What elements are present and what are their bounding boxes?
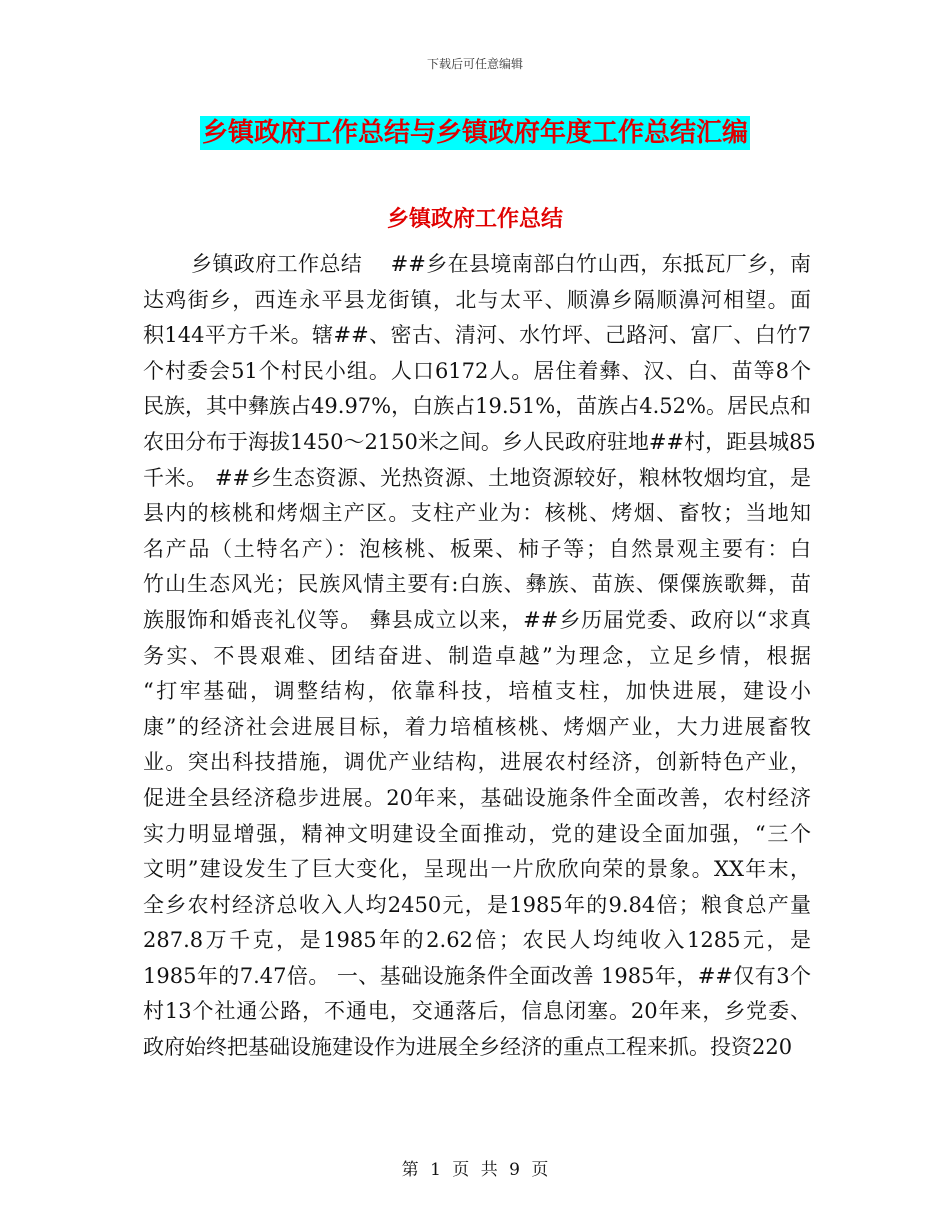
body-line: 积144平方千米。辖##、密古、清河、水竹坪、己路河、富厂、白竹7: [143, 323, 811, 348]
header-note: 下载后可任意编辑: [426, 57, 523, 71]
body-line: 乡镇政府工作总结 ##乡在县境南部白竹山西，东抵瓦厂乡，南: [191, 252, 811, 276]
body-line: 千米。 ##乡生态资源、光热资源、土地资源较好，粮林牧烟均宜，是: [143, 465, 811, 490]
body-line: “打牢基础，调整结构，依靠科技，培植支柱，加快进展，建设小: [143, 679, 811, 704]
section-title: 乡镇政府工作总结: [386, 207, 563, 232]
body-line: 名产品（土特名产）：泡核桃、板栗、柿子等；自然景观主要有：白: [143, 536, 811, 561]
body-line: 县内的核桃和烤烟主产区。支柱产业为：核桃、烤烟、畜牧；当地知: [143, 501, 811, 526]
body-line: 农田分布于海拔1450～2150米之间。乡人民政府驻地##村，距县城85: [143, 429, 816, 454]
body-line: 达鸡街乡，西连永平县龙街镇，北与太平、顺濞乡隔顺濞河相望。面: [143, 287, 811, 312]
body-line: 竹山生态风光；民族风情主要有:白族、彝族、苗族、傈僳族歌舞，苗: [143, 572, 811, 597]
main-title-text: 乡镇政府工作总结与乡镇政府年度工作总结汇编: [201, 118, 748, 148]
body-line: 业。突出科技措施，调优产业结构，进展农村经济，创新特色产业，: [143, 750, 811, 775]
body-line: 实力明显增强，精神文明建设全面推动，党的建设全面加强，“三个: [143, 821, 811, 846]
body-line: 村13个社通公路，不通电，交通落后，信息闭塞。20年来，乡党委、: [143, 999, 811, 1024]
body-line: 个村委会51个村民小组。人口6172人。居住着彝、汉、白、苗等8个: [143, 358, 811, 383]
page-footer: 第 1 页 共 9 页: [401, 1160, 549, 1180]
body-line: 287.8万千克，是1985年的2.62倍；农民人均纯收入1285元，是: [143, 928, 811, 953]
body-line: 康”的经济社会进展目标，着力培植核桃、烤烟产业，大力进展畜牧: [143, 714, 811, 739]
body-line: 民族，其中彝族占49.97%，白族占19.51%，苗族占4.52%。居民点和: [143, 394, 811, 419]
main-title: [0, 112, 950, 149]
body-line: 务实、不畏艰难、团结奋进、制造卓越”为理念，立足乡情，根据: [143, 643, 811, 668]
body-line: 族服饰和婚丧礼仪等。 彝县成立以来，##乡历届党委、政府以“求真: [143, 607, 811, 632]
body-paragraph: [143, 247, 816, 1066]
body-line: 文明”建设发生了巨大变化，呈现出一片欣欣向荣的景象。XX年末，: [143, 857, 811, 882]
body-line: 全乡农村经济总收入人均2450元，是1985年的9.84倍；粮食总产量: [143, 892, 811, 917]
body-line: 1985年的7.47倍。 一、基础设施条件全面改善 1985年，##仅有3个: [143, 963, 811, 988]
body-line: 促进全县经济稳步进展。20年来，基础设施条件全面改善，农村经济: [143, 785, 811, 810]
body-line: 政府始终把基础设施建设作为进展全乡经济的重点工程来抓。投资220: [143, 1035, 793, 1060]
